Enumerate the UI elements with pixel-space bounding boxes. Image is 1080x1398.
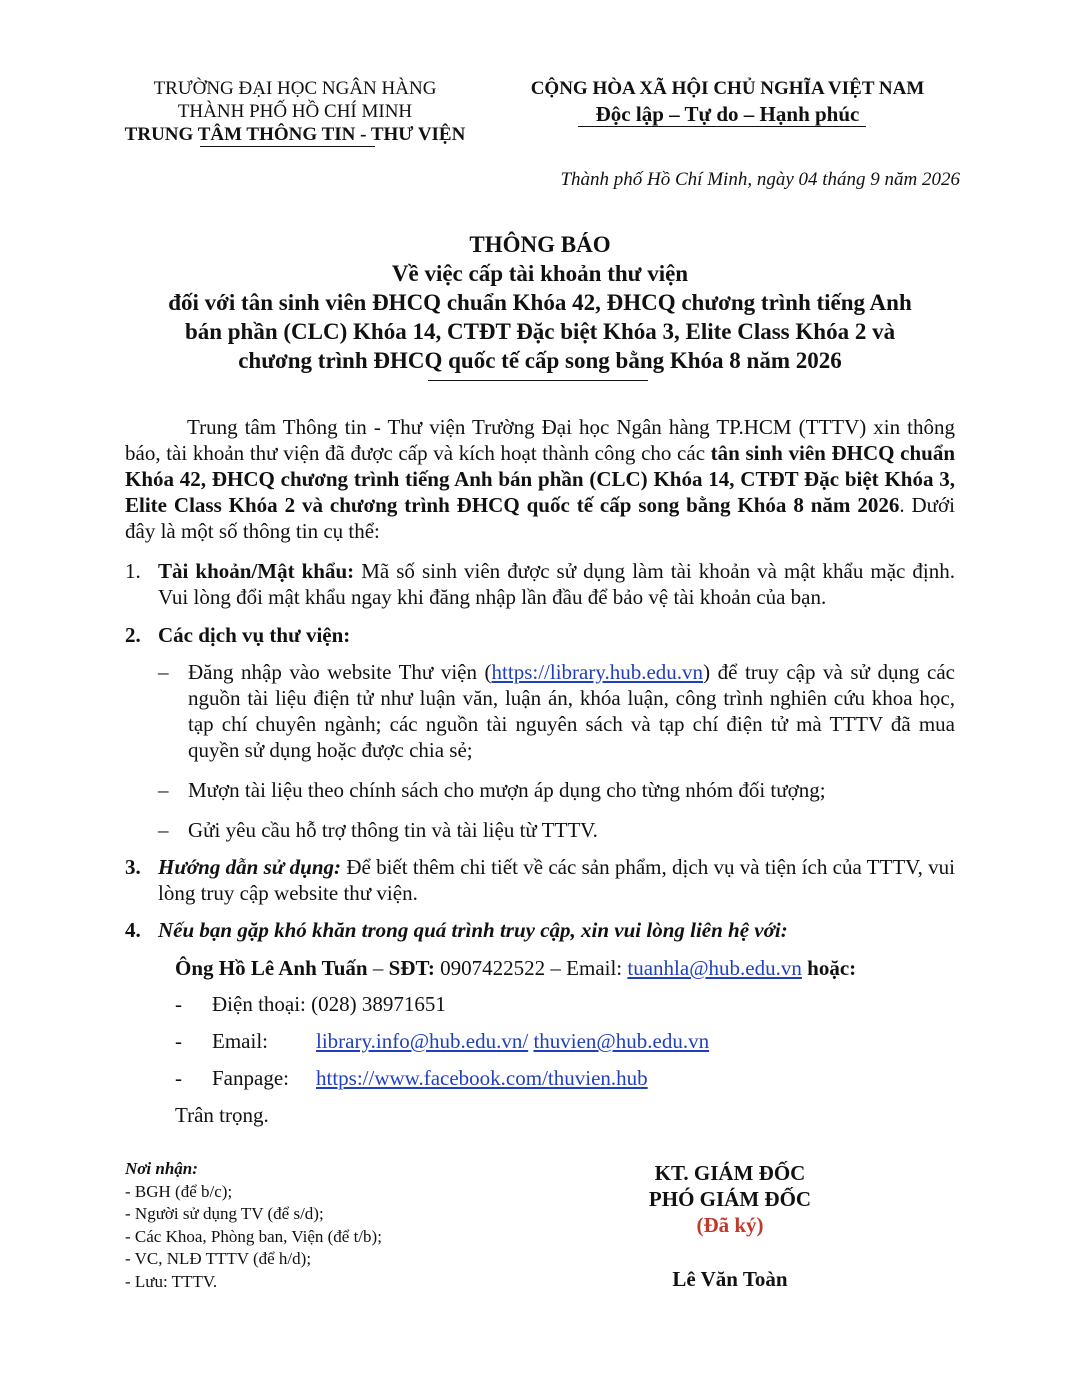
dash-bullet: – bbox=[158, 818, 169, 842]
item-number: 3. bbox=[125, 855, 141, 879]
library-website-link[interactable]: https://library.hub.edu.vn bbox=[491, 660, 704, 684]
fanpage-link[interactable]: https://www.facebook.com/thuvien.hub bbox=[316, 1066, 648, 1090]
contact-emails bbox=[316, 1028, 956, 1054]
recipient-item: - Người sử dụng TV (để s/d); bbox=[125, 1204, 324, 1223]
recipients-list bbox=[125, 1158, 545, 1293]
recipient-item: - Lưu: TTTV. bbox=[125, 1271, 218, 1291]
item-number: 2. bbox=[125, 623, 141, 647]
document-date: Thành phố Hồ Chí Minh, ngày 04 tháng 9 năm 2026 bbox=[560, 169, 960, 190]
notice-subject-line1: Về việc cấp tài khoản thư viện bbox=[391, 261, 689, 286]
list-item-borrow: Mượn tài liệu theo chính sách cho mượn áp dụng cho từng nhóm đối tượng; bbox=[188, 778, 826, 802]
item-text: Để biết thêm chi tiết về các sản phẩm, dịch vụ và tiện ích của TTTV, vui lòng truy cập website thư viện. bbox=[158, 855, 955, 905]
item-text: ) để truy cập và sử dụng các nguồn tài liệu điện tử như luận văn, luận án, khóa luận, công trình nghiên cứu khoa học, tạp chí chuyên ngành; các nguồn tài nguyên sách và tạp chí điện tử mà TTTV đã mua quyền sử dụng hoặc được chia sẻ; bbox=[188, 660, 955, 762]
item-label: Tài khoản/Mật khẩu: bbox=[158, 559, 355, 583]
org-name-line1: TRƯỜNG ĐẠI HỌC NGÂN HÀNG bbox=[153, 78, 437, 99]
item-label: Hướng dẫn sử dụng: bbox=[158, 855, 342, 879]
list-item-website bbox=[188, 659, 955, 763]
item-text: Đăng nhập vào website Thư viện ( bbox=[188, 660, 492, 684]
email-label: Email: bbox=[212, 1029, 268, 1053]
fanpage-label: Fanpage: bbox=[212, 1066, 289, 1090]
dash-bullet: – bbox=[158, 660, 169, 684]
library-info-email-link[interactable]: library.info@hub.edu.vn/ bbox=[316, 1029, 529, 1053]
contact-telephone: Điện thoại: (028) 38971651 bbox=[212, 992, 446, 1016]
notice-title-block bbox=[100, 230, 980, 375]
item-text: Mã số sinh viên được sử dụng làm tài khoản và mật khẩu mặc định. Vui lòng đổi mật khẩu ngay khi đăng nhập lần đầu để bảo vệ tài khoản của bạn. bbox=[158, 559, 955, 609]
signature-title: KT. GIÁM ĐỐC bbox=[654, 1161, 806, 1185]
intro-highlight: tân sinh viên ĐHCQ chuẩn Khóa 42, ĐHCQ chương trình tiếng Anh bán phần (CLC) Khóa 14, CTĐT Đặc biệt Khóa 3, Elite Class Khóa 2 và chương trình ĐHCQ quốc tế cấp song bằng Khóa 8 năm 2026 bbox=[125, 441, 956, 517]
item-number: 4. bbox=[125, 918, 141, 942]
signature-position: PHÓ GIÁM ĐỐC bbox=[648, 1187, 812, 1211]
notice-title: THÔNG BÁO bbox=[469, 232, 611, 257]
title-underline bbox=[428, 380, 648, 381]
list-item-support: Gửi yêu cầu hỗ trợ thông tin và tài liệu từ TTTV. bbox=[188, 818, 598, 842]
org-unit: TRUNG TÂM THÔNG TIN - THƯ VIỆN bbox=[124, 124, 466, 145]
recipient-item: - Các Khoa, Phòng ban, Viện (để t/b); bbox=[125, 1226, 382, 1246]
dash-bullet: – bbox=[158, 778, 169, 802]
notice-subject-line2: đối với tân sinh viên ĐHCQ chuẩn Khóa 42, ĐHCQ chương trình tiếng Anh bbox=[168, 290, 912, 315]
contact-or: hoặc: bbox=[801, 956, 857, 980]
thuvien-email-link[interactable]: thuvien@hub.edu.vn bbox=[533, 1029, 710, 1053]
fanpage-link-wrap bbox=[316, 1065, 956, 1091]
notice-subject-line3: bán phần (CLC) Khóa 14, CTĐT Đặc biệt Khóa 3, Elite Class Khóa 2 và bbox=[184, 319, 896, 344]
contact-name: Ông Hồ Lê Anh Tuấn bbox=[175, 956, 368, 980]
intro-text: Trung tâm Thông tin - Thư viện Trường Đại học Ngân hàng TP.HCM (TTTV) xin thông báo, tài khoản thư viện đã được cấp và kích hoạt thành công cho các bbox=[125, 415, 955, 465]
closing-regards: Trân trọng. bbox=[175, 1103, 269, 1127]
dash-bullet: - bbox=[175, 1029, 182, 1053]
list-item-account bbox=[158, 558, 955, 610]
recipients-title: Nơi nhận: bbox=[125, 1159, 198, 1178]
item-contact-intro: Nếu bạn gặp khó khăn trong quá trình truy cập, xin vui lòng liên hệ với: bbox=[158, 918, 788, 942]
dash-bullet: - bbox=[175, 992, 182, 1016]
nation-motto: Độc lập – Tự do – Hạnh phúc bbox=[595, 102, 860, 126]
list-item-guide bbox=[158, 854, 955, 906]
org-underline bbox=[200, 146, 375, 147]
dash-bullet: - bbox=[175, 1066, 182, 1090]
intro-paragraph bbox=[125, 414, 955, 544]
recipient-item: - BGH (để b/c); bbox=[125, 1181, 233, 1201]
org-header bbox=[100, 77, 490, 146]
nation-header bbox=[500, 77, 955, 127]
item-label: Các dịch vụ thư viện: bbox=[158, 623, 351, 647]
signature-block bbox=[600, 1160, 860, 1292]
contact-person bbox=[175, 955, 965, 981]
intro-text-end: . Dưới đây là một số thông tin cụ thể: bbox=[125, 493, 955, 543]
contact-separator: – bbox=[367, 956, 389, 980]
notice-subject-line4: chương trình ĐHCQ quốc tế cấp song bằng Khóa 8 năm 2026 bbox=[238, 348, 842, 373]
signer-name: Lê Văn Toàn bbox=[672, 1267, 788, 1291]
signed-status: (Đã ký) bbox=[696, 1213, 764, 1237]
nation-name: CỘNG HÒA XÃ HỘI CHỦ NGHĨA VIỆT NAM bbox=[530, 78, 925, 99]
contact-phone: 0907422522 – Email: bbox=[434, 956, 628, 980]
motto-underline bbox=[578, 126, 866, 127]
item-number: 1. bbox=[125, 559, 141, 583]
recipient-item: - VC, NLĐ TTTV (để h/d); bbox=[125, 1249, 312, 1268]
contact-email-link[interactable]: tuanhla@hub.edu.vn bbox=[627, 956, 802, 980]
org-name-line2: THÀNH PHỐ HỒ CHÍ MINH bbox=[177, 101, 413, 122]
phone-label: SĐT: bbox=[388, 956, 435, 980]
